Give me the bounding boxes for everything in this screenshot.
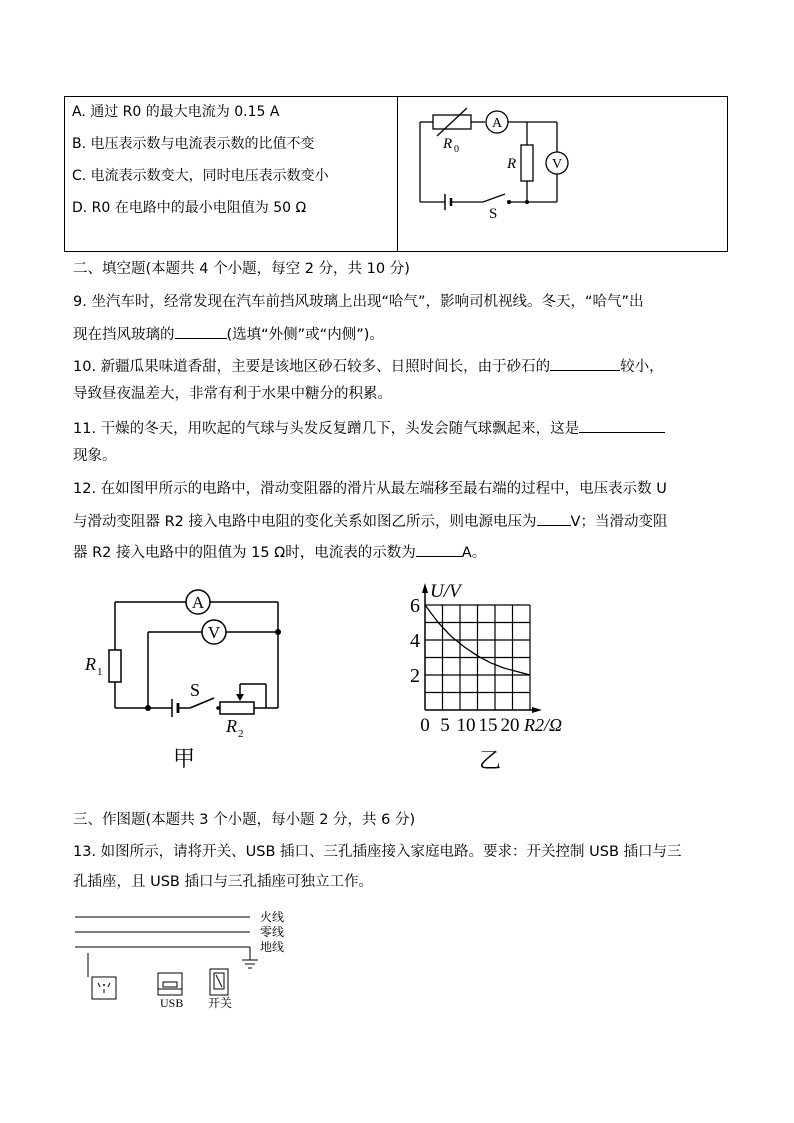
q11-text-a: 11. 干燥的冬天，用吹起的气球与头发反复蹭几下，头发会随气球飘起来，这是 xyxy=(73,421,580,437)
jia-r2-rheostat xyxy=(220,702,254,714)
switch-label-household: 开关 xyxy=(208,996,233,1010)
q12-answer-blank-2[interactable] xyxy=(416,540,462,557)
household-wiring-figure xyxy=(70,905,300,1015)
y-axis-label: U/V xyxy=(430,581,461,602)
q11-line1 xyxy=(73,416,665,439)
switch-blade xyxy=(483,194,505,202)
figure-jia-circuit xyxy=(80,580,300,780)
x-axis-arrow xyxy=(532,707,542,713)
q12-line1: 12. 在如图甲所示的电路中，滑动变阻器的滑片从最左端移至最右端的过程中，电压表示数 U xyxy=(73,481,667,497)
neutral-wire-label: 零线 xyxy=(260,925,285,939)
jia-r1-resistor xyxy=(109,650,121,682)
rheostat-arrow xyxy=(437,108,467,136)
y-axis-arrow xyxy=(422,583,428,593)
jia-r2-label: R xyxy=(226,716,237,736)
q13-line2: 孔插座，且 USB 插口与三孔插座可独立工作。 xyxy=(73,874,373,890)
q9-line2 xyxy=(73,322,384,345)
q10-text-a: 10. 新疆瓜果味道香甜，主要是该地区砂石较多、日照时间长，由于砂石的 xyxy=(73,359,551,375)
jia-caption: 甲 xyxy=(172,747,196,772)
q9-line1: 9. 坐汽车时，经常发现在汽车前挡风玻璃上出现“哈气”，影响司机视线。冬天，“哈气”出 xyxy=(73,294,644,310)
usb-label: USB xyxy=(160,996,184,1010)
x-tick-label: 20 xyxy=(500,715,520,736)
live-wire-label: 火线 xyxy=(260,910,285,924)
jia-slider-arrow xyxy=(236,694,244,701)
resistor-r-label: R xyxy=(507,156,517,172)
option-a: A. 通过 R0 的最大电流为 0.15 A xyxy=(72,104,280,120)
q12-answer-blank-1[interactable] xyxy=(537,509,571,526)
usb-socket xyxy=(158,973,182,995)
q11-line2: 现象。 xyxy=(73,448,117,464)
ground-wire-label: 地线 xyxy=(260,940,285,954)
yi-caption: 乙 xyxy=(478,749,502,774)
jia-r1-subscript: 1 xyxy=(97,666,103,678)
q13-line1: 13. 如图所示，请将开关、USB 插口、三孔插座接入家庭电路。要求：开关控制 USB 插口与三 xyxy=(73,844,682,860)
r0-subscript: 0 xyxy=(454,144,459,155)
circuit-diagram-top xyxy=(405,100,585,225)
jia-r1-label: R xyxy=(85,654,96,674)
x-axis-label: R2/Ω xyxy=(524,715,563,735)
q9-answer-blank[interactable] xyxy=(175,322,227,339)
q9-text-a: 现在挡风玻璃的 xyxy=(73,327,175,343)
y-tick-label: 6 xyxy=(410,595,420,617)
switch-label: S xyxy=(489,206,498,222)
jia-r2-subscript: 2 xyxy=(238,728,244,740)
voltmeter-label: V xyxy=(551,157,563,172)
ammeter-label: A xyxy=(491,116,503,131)
x-tick-label: 5 xyxy=(440,715,450,736)
q12-line2 xyxy=(73,509,667,532)
q10-line1 xyxy=(73,354,664,377)
q12-text-c: 器 R2 接入电路中的阻值为 15 Ω时，电流表的示数为 xyxy=(73,545,416,561)
option-b: B. 电压表示数与电流表示数的比值不变 xyxy=(72,136,315,152)
three-pin-socket xyxy=(92,977,116,999)
q11-answer-blank[interactable] xyxy=(579,416,665,433)
section2-heading: 二、填空题(本题共 4 个小题，每空 2 分，共 10 分) xyxy=(73,261,410,277)
y-tick-label: 4 xyxy=(410,630,420,652)
q10-answer-blank[interactable] xyxy=(550,354,620,371)
jia-switch-label: S xyxy=(190,680,201,700)
x-tick-label: 10 xyxy=(456,715,476,736)
jia-ammeter-label: A xyxy=(191,593,205,612)
jia-voltmeter-label: V xyxy=(207,623,221,642)
q12-text-b: V；当滑动变阻 xyxy=(570,514,668,530)
q12-line3 xyxy=(73,540,486,563)
x-tick-label: 15 xyxy=(478,715,498,736)
figure-yi-chart xyxy=(400,575,590,780)
section3-heading: 三、作图题(本题共 3 个小题，每小题 2 分，共 6 分) xyxy=(73,812,416,828)
q12-text-d: A。 xyxy=(461,545,487,561)
q12-text-a: 与滑动变阻器 R2 接入电路中电阻的变化关系如图乙所示，则电源电压为 xyxy=(73,514,537,530)
q10-line2: 导致昼夜温差大，非常有利于水果中糖分的积累。 xyxy=(73,386,392,402)
option-c: C. 电流表示数变大，同时电压表示数变小 xyxy=(72,168,329,184)
y-tick-label: 2 xyxy=(410,665,420,687)
x-tick-label: 0 xyxy=(420,715,430,736)
q9-text-b: (选填“外侧”或“内侧”)。 xyxy=(226,327,384,343)
option-d: D. R0 在电路中的最小电阻值为 50 Ω xyxy=(72,200,307,216)
q10-text-b: 较小， xyxy=(620,359,664,375)
resistor-r xyxy=(521,145,533,181)
r0-label: R xyxy=(443,136,453,152)
